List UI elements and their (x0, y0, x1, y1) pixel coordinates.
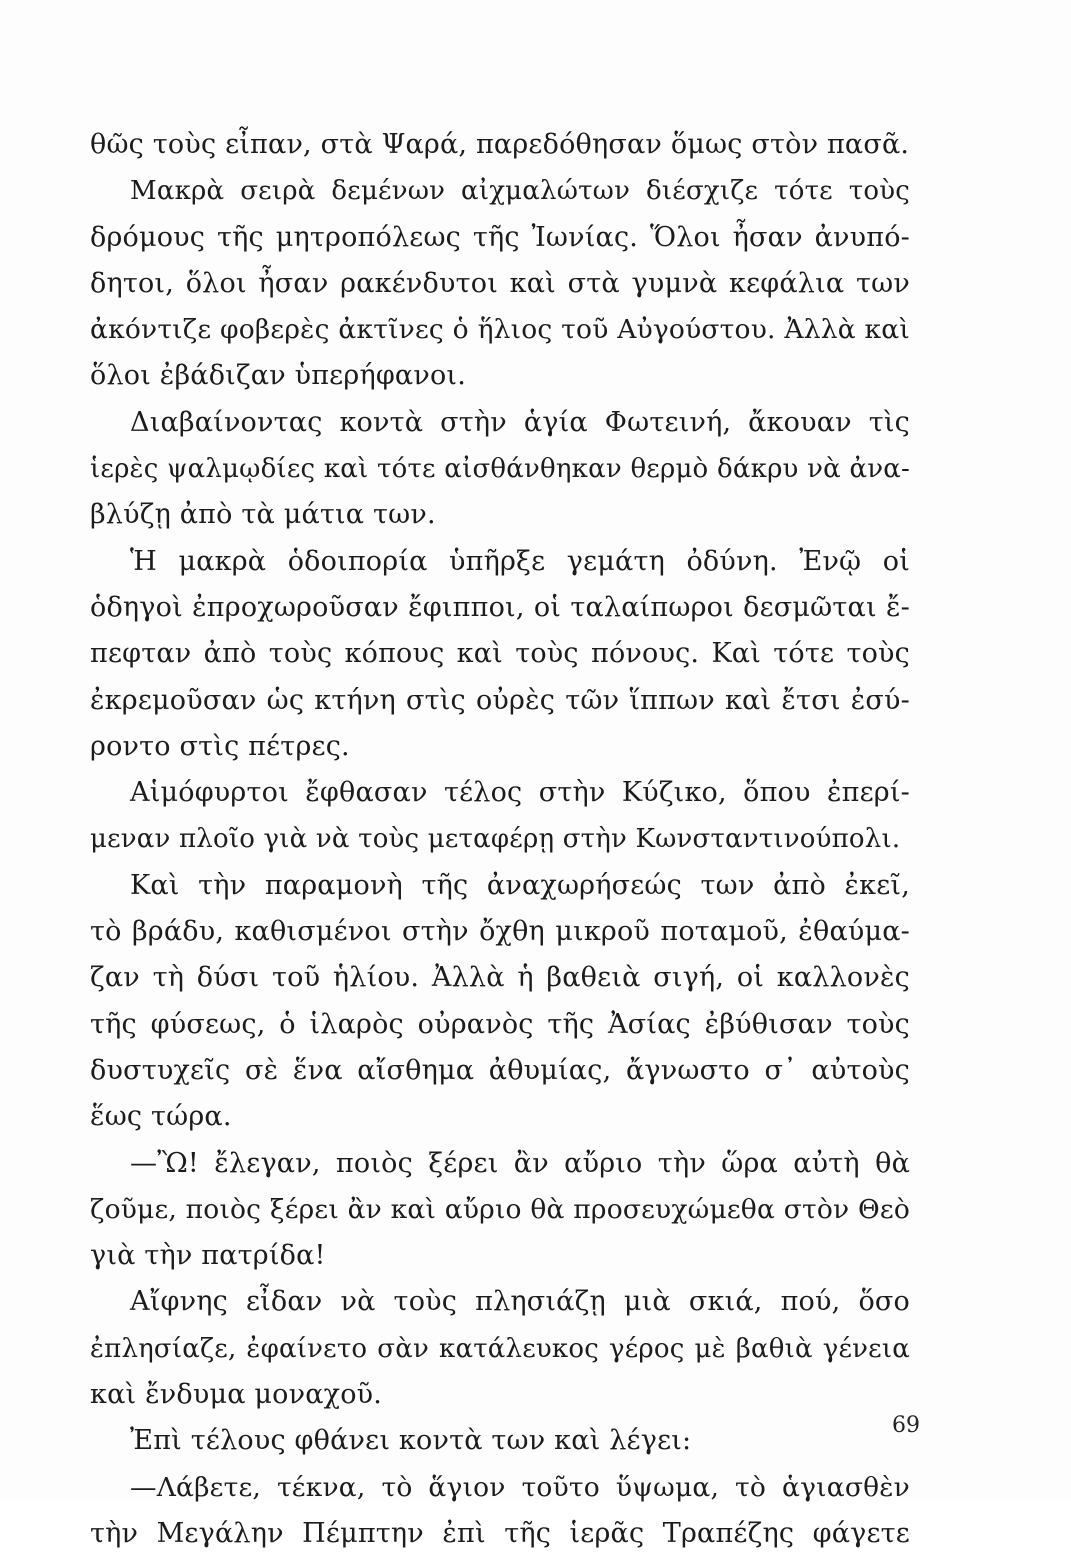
text-line: γιὰ τὴν πατρίδα! (90, 1240, 326, 1272)
text-line: ζοῦμε, ποιὸς ξέρει ἂν καὶ αὔριο θὰ προσευχώμεθα στὸν Θεὸ (90, 1193, 910, 1225)
text-line: ροντο στὶς πέτρες. (90, 730, 350, 762)
text-line: τὴν Μεγάλην Πέμπτην ἐπὶ τῆς ἱερᾶς Τραπέζης φάγετε (90, 1517, 910, 1549)
text-line: δυστυχεῖς σὲ ἕνα αἴσθημα ἀθυμίας, ἄγνωστο σ᾽ αὐτοὺς (90, 1054, 910, 1086)
text-line: Ἡ μακρὰ ὁδοιπορία ὑπῆρξε γεμάτη ὀδύνη. Ἐνῷ οἱ (130, 545, 910, 577)
text-line: ἀκόντιζε φοβερὲς ἀκτῖνες ὁ ἥλιος τοῦ Αὐγούστου. Ἀλλὰ καὶ (90, 314, 910, 346)
text-line: τῆς φύσεως, ὁ ἱλαρὸς οὐρανὸς τῆς Ἀσίας ἐβύθισαν τοὺς (90, 1008, 910, 1040)
text-line: Ἐπὶ τέλους φθάνει κοντὰ των καὶ λέγει: (130, 1425, 692, 1457)
text-line: μεναν πλοῖο γιὰ νὰ τοὺς μεταφέρῃ στὴν Κωνσταντινούπολι. (90, 824, 901, 855)
text-line: Καὶ τὴν παραμονὴ τῆς ἀναχωρήσεώς των ἀπὸ ἐκεῖ, (130, 869, 910, 901)
text-line: Αἱμόφυρτοι ἔφθασαν τέλος στὴν Κύζικο, ὅπου ἐπερί- (130, 777, 910, 809)
text-line: ἕως τώρα. (90, 1101, 232, 1133)
text-line: θῶς τοὺς εἶπαν, στὰ Ψαρά, παρεδόθησαν ὅμως στὸν πασᾶ. (90, 129, 910, 160)
text-line: ἱερὲς ψαλμῳδίες καὶ τότε αἰσθάνθηκαν θερμὸ δάκρυ νὰ ἀνα- (90, 454, 910, 485)
text-line: καὶ ἔνδυμα μοναχοῦ. (90, 1379, 383, 1411)
text-line: ὅλοι ἐβάδιζαν ὑπερήφανοι. (90, 360, 466, 392)
text-line: δρόμους τῆς μητροπόλεως τῆς Ἰωνίας. Ὅλοι ἦσαν ἀνυπό- (90, 221, 910, 253)
text-line: —Λάβετε, τέκνα, τὸ ἅγιον τοῦτο ὕψωμα, τὸ ἁγιασθὲν (130, 1471, 910, 1503)
text-line: Διαβαίνοντας κοντὰ στὴν ἁγία Φωτεινή, ἄκουαν τὶς (130, 406, 910, 438)
page-number: 69 (892, 1413, 920, 1438)
text-line: ζαν τὴ δύσι τοῦ ἡλίου. Ἀλλὰ ἡ βαθειὰ σιγή, οἱ καλλονὲς (90, 962, 910, 994)
text-line: πεφταν ἀπὸ τοὺς κόπους καὶ τοὺς πόνους. Καὶ τότε τοὺς (90, 638, 910, 670)
text-line: ἐκρεμοῦσαν ὡς κτήνη στὶς οὐρὲς τῶν ἵππων καὶ ἔτσι ἐσύ- (90, 684, 910, 716)
text-line: Αἴφνης εἶδαν νὰ τοὺς πλησιάζῃ μιὰ σκιά, πού, ὅσο (130, 1286, 910, 1318)
text-line: βλύζῃ ἀπὸ τὰ μάτια των. (90, 499, 436, 531)
text-line: τὸ βράδυ, καθισμένοι στὴν ὄχθη μικροῦ ποταμοῦ, ἐθαύμα- (90, 916, 910, 948)
body-text (90, 122, 910, 1557)
text-line: ὁδηγοὶ ἐπροχωροῦσαν ἔφιπποι, οἱ ταλαίπωροι δεσμῶται ἔ- (90, 591, 910, 623)
text-line: ἐπλησίαζε, ἐφαίνετο σὰν κατάλευκος γέρος μὲ βαθιὰ γένεια (90, 1333, 910, 1364)
text-line: —Ὢ! ἔλεγαν, ποιὸς ξέρει ἂν αὔριο τὴν ὥρα αὐτὴ θὰ (130, 1147, 910, 1179)
text-line: Μακρὰ σειρὰ δεμένων αἰχμαλώτων διέσχιζε τότε τοὺς (130, 176, 910, 207)
text-line: δητοι, ὅλοι ἦσαν ρακένδυτοι καὶ στὰ γυμνὰ κεφάλια των (90, 267, 910, 299)
